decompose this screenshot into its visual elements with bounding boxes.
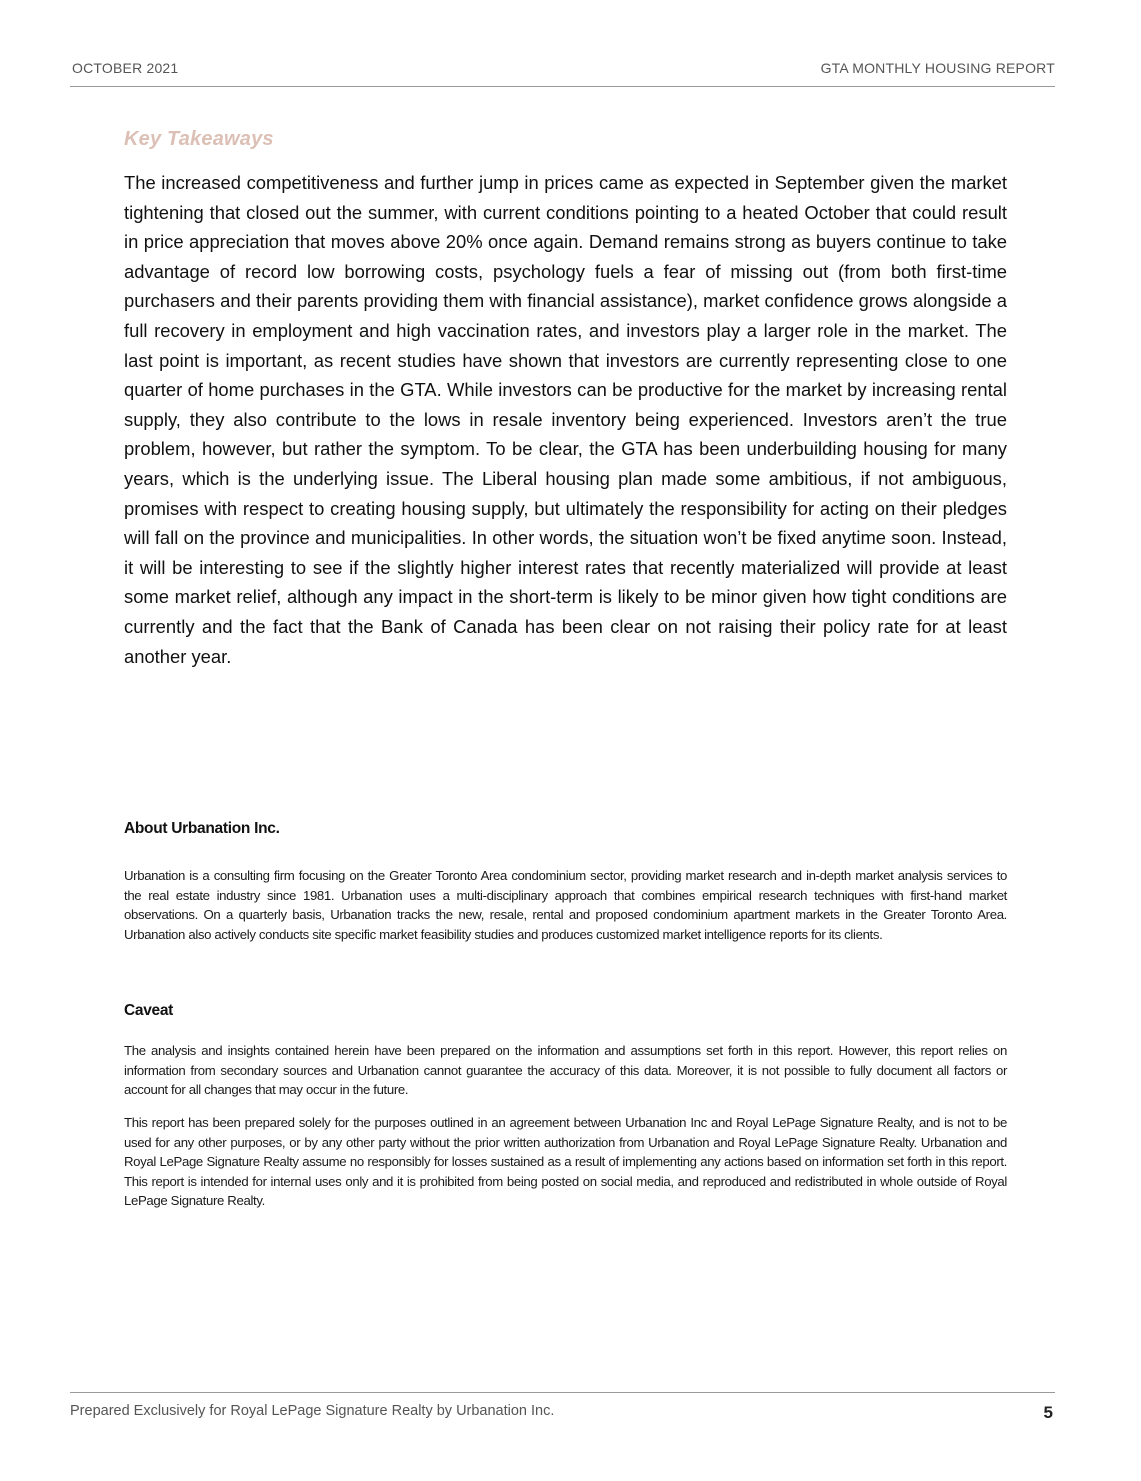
- caveat-paragraph-1: The analysis and insights contained herein have been prepared on the information and assumptions set forth in this report. However, this report relies on information from secondary sources and Urbanation cannot guarantee the accuracy of this data. Moreover, it is not possible to fully document all factors or account for all changes that may occur in the future.: [124, 1043, 1007, 1097]
- caveat-heading: Caveat: [124, 1002, 174, 1019]
- about-body: Urbanation is a consulting firm focusing on the Greater Toronto Area condominium sector, providing market research and in-depth market analysis services to the real estate industry since 1981. Urbanation uses a multi-disciplinary approach that combines empirical research techniques with first-hand market observations. On a quarterly basis, Urbanation tracks the new, resale, rental and proposed condominium apartment markets in the Greater Toronto Area. Urbanation also actively conducts site specific market feasibility studies and produces customized market intelligence reports for its clients.: [124, 868, 1007, 942]
- key-takeaways-title: Key Takeaways: [124, 128, 274, 150]
- caveat-paragraph-2: This report has been prepared solely for the purposes outlined in an agreement between Urbanation Inc and Royal LePage Signature Realty, and is not to be used for any other purposes, or by any other party without the prior written authorization from Urbanation and Royal LePage Signature Realty. Urbanation and Royal LePage Signature Realty assume no responsibly for losses sustained as a result of implementing any actions based on information set forth in this report. This report is intended for internal uses only and it is prohibited from being posted on social media, and reproduced and redistributed in whole outside of Royal LePage Signature Realty.: [124, 1115, 1007, 1208]
- page-header: [70, 58, 1055, 87]
- about-heading: About Urbanation Inc.: [124, 820, 280, 837]
- header-report-title: GTA MONTHLY HOUSING REPORT: [820, 60, 1055, 76]
- key-takeaways-body: The increased competitiveness and further jump in prices came as expected in September given the market tightening that closed out the summer, with current conditions pointing to a heated October that could result in price appreciation that moves above 20% once again. Demand remains strong as buyers continue to take advantage of record low borrowing costs, psychology fuels a fear of missing out (from both first-time purchasers and their parents providing them with financial assistance), market confidence grows alongside a full recovery in employment and high vaccination rates, and investors play a larger role in the market. The last point is important, as recent studies have shown that investors are currently representing close to one quarter of home purchases in the GTA. While investors can be productive for the market by increasing rental supply, they also contribute to the lows in resale inventory being experienced. Investors aren’t the true problem, however, but rather the symptom. To be clear, the GTA has been underbuilding housing for many years, which is the underlying issue. The Liberal housing plan made some ambitious, if not ambiguous, promises with respect to creating housing supply, but ultimately the responsibility for acting on their pledges will fall on the province and municipalities. In other words, the situation won’t be fixed anytime soon. Instead, it will be interesting to see if the slightly higher interest rates that recently materialized will provide at least some market relief, although any impact in the short-term is likely to be minor given how tight conditions are currently and the fact that the Bank of Canada has been clear on not raising their policy rate for at least another year.: [124, 172, 1007, 667]
- header-date: OCTOBER 2021: [72, 60, 179, 76]
- page-number: 5: [1043, 1403, 1053, 1422]
- footer-text: Prepared Exclusively for Royal LePage Signature Realty by Urbanation Inc.: [70, 1403, 555, 1419]
- page-footer: [70, 1392, 1055, 1433]
